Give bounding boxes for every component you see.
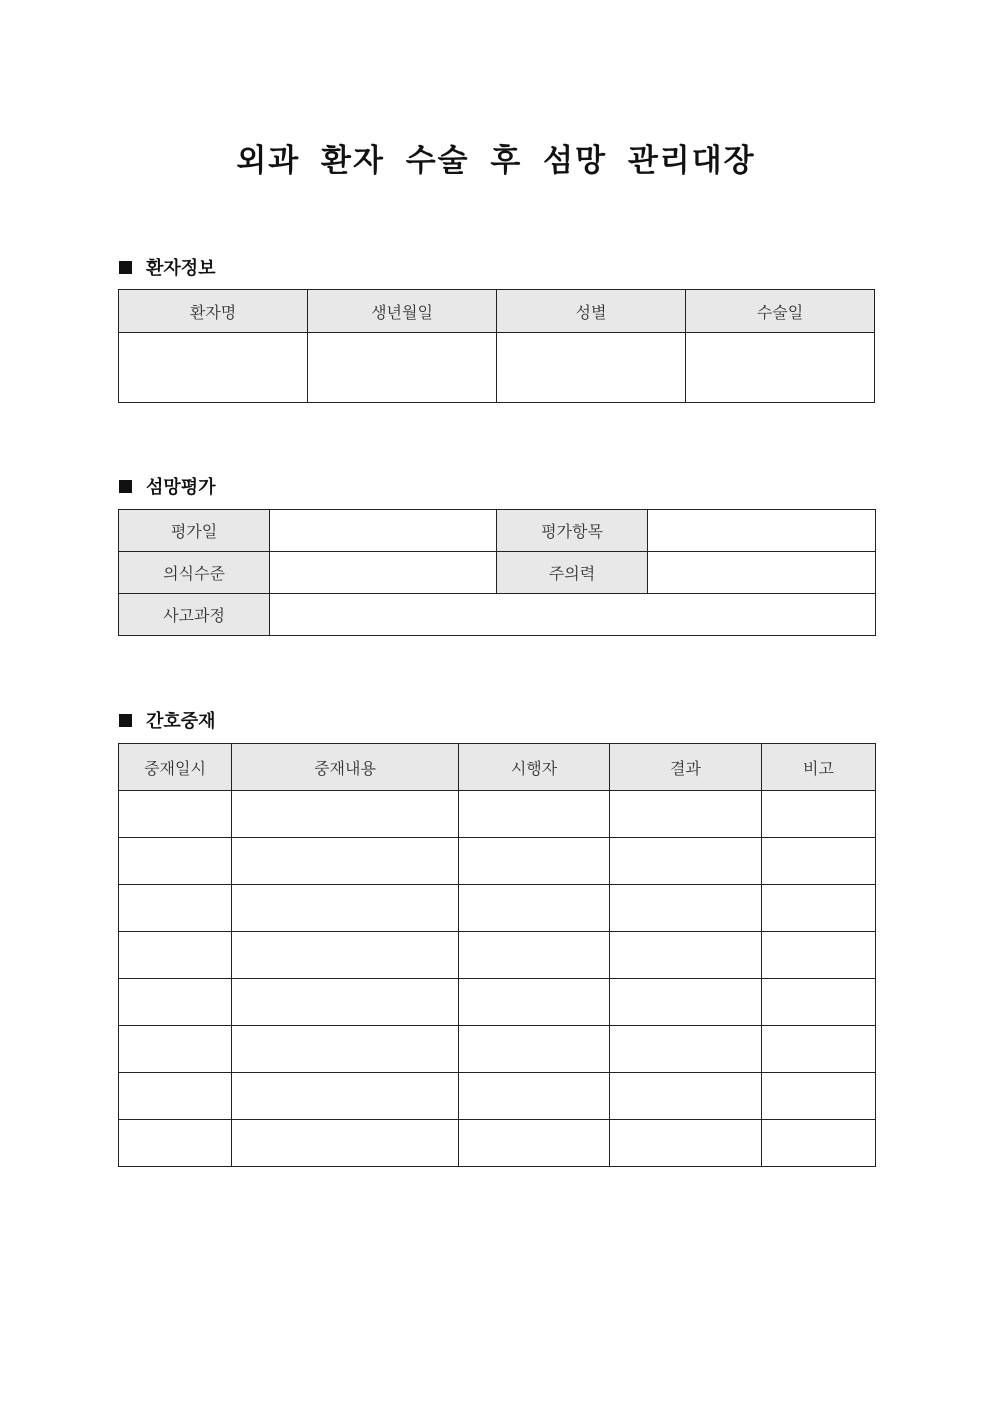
intervention-content-header: 중재내용 xyxy=(232,744,459,791)
result-cell[interactable] xyxy=(610,838,762,885)
assessment-date-cell[interactable] xyxy=(270,510,497,552)
consciousness-label: 의식수준 xyxy=(119,552,270,594)
remarks-cell[interactable] xyxy=(762,838,876,885)
result-cell[interactable] xyxy=(610,979,762,1026)
result-cell[interactable] xyxy=(610,791,762,838)
intervention-content-cell[interactable] xyxy=(232,885,459,932)
sex-cell[interactable] xyxy=(497,333,686,403)
patient-name-header: 환자명 xyxy=(119,290,308,333)
intervention-datetime-cell[interactable] xyxy=(119,932,232,979)
intervention-datetime-cell[interactable] xyxy=(119,1026,232,1073)
remarks-cell[interactable] xyxy=(762,1073,876,1120)
patient-info-table xyxy=(118,289,875,403)
result-cell[interactable] xyxy=(610,1073,762,1120)
intervention-datetime-cell[interactable] xyxy=(119,1073,232,1120)
intervention-datetime-cell[interactable] xyxy=(119,791,232,838)
intervention-datetime-header: 중재일시 xyxy=(119,744,232,791)
thought-process-label: 사고과정 xyxy=(119,594,270,636)
birthdate-header: 생년월일 xyxy=(308,290,497,333)
section-bullet-icon xyxy=(119,480,132,493)
table-row xyxy=(119,979,876,1026)
intervention-content-cell[interactable] xyxy=(232,838,459,885)
intervention-datetime-cell[interactable] xyxy=(119,1120,232,1167)
table-row xyxy=(119,932,876,979)
intervention-datetime-cell[interactable] xyxy=(119,838,232,885)
assessment-date-label: 평가일 xyxy=(119,510,270,552)
section-bullet-icon xyxy=(119,714,132,727)
performer-cell[interactable] xyxy=(459,932,610,979)
attention-label: 주의력 xyxy=(497,552,648,594)
table-row xyxy=(119,1026,876,1073)
result-header: 결과 xyxy=(610,744,762,791)
section-bullet-icon xyxy=(119,261,132,274)
performer-cell[interactable] xyxy=(459,979,610,1026)
intervention-datetime-cell[interactable] xyxy=(119,979,232,1026)
page-title: 외과 환자 수술 후 섬망 관리대장 xyxy=(236,143,756,179)
delirium-assessment-table xyxy=(118,509,876,636)
attention-cell[interactable] xyxy=(648,552,876,594)
thought-process-cell[interactable] xyxy=(270,594,876,636)
table-row xyxy=(119,791,876,838)
remarks-cell[interactable] xyxy=(762,979,876,1026)
remarks-cell[interactable] xyxy=(762,791,876,838)
surgery-date-cell[interactable] xyxy=(686,333,875,403)
assessment-section-label: 섬망평가 xyxy=(146,477,216,498)
performer-cell[interactable] xyxy=(459,885,610,932)
table-row xyxy=(119,1120,876,1167)
remarks-cell[interactable] xyxy=(762,932,876,979)
remarks-cell[interactable] xyxy=(762,1120,876,1167)
performer-cell[interactable] xyxy=(459,838,610,885)
nursing-section-heading xyxy=(119,707,216,733)
intervention-datetime-cell[interactable] xyxy=(119,885,232,932)
patient-section-heading xyxy=(119,254,216,280)
intervention-content-cell[interactable] xyxy=(232,979,459,1026)
result-cell[interactable] xyxy=(610,932,762,979)
table-row xyxy=(119,1073,876,1120)
intervention-content-cell[interactable] xyxy=(232,1120,459,1167)
assessment-section-heading xyxy=(119,473,216,499)
result-cell[interactable] xyxy=(610,1120,762,1167)
intervention-content-cell[interactable] xyxy=(232,1026,459,1073)
intervention-content-cell[interactable] xyxy=(232,1073,459,1120)
intervention-content-cell[interactable] xyxy=(232,932,459,979)
assessment-items-label: 평가항목 xyxy=(497,510,648,552)
nursing-section-label: 간호중재 xyxy=(146,711,216,732)
performer-header: 시행자 xyxy=(459,744,610,791)
remarks-cell[interactable] xyxy=(762,1026,876,1073)
table-row xyxy=(119,885,876,932)
result-cell[interactable] xyxy=(610,1026,762,1073)
performer-cell[interactable] xyxy=(459,791,610,838)
performer-cell[interactable] xyxy=(459,1073,610,1120)
consciousness-cell[interactable] xyxy=(270,552,497,594)
intervention-content-cell[interactable] xyxy=(232,791,459,838)
nursing-intervention-table xyxy=(118,743,876,1167)
performer-cell[interactable] xyxy=(459,1120,610,1167)
assessment-items-cell[interactable] xyxy=(648,510,876,552)
patient-section-label: 환자정보 xyxy=(146,258,216,279)
birthdate-cell[interactable] xyxy=(308,333,497,403)
table-row xyxy=(119,838,876,885)
remarks-header: 비고 xyxy=(762,744,876,791)
surgery-date-header: 수술일 xyxy=(686,290,875,333)
performer-cell[interactable] xyxy=(459,1026,610,1073)
patient-name-cell[interactable] xyxy=(119,333,308,403)
remarks-cell[interactable] xyxy=(762,885,876,932)
sex-header: 성별 xyxy=(497,290,686,333)
result-cell[interactable] xyxy=(610,885,762,932)
